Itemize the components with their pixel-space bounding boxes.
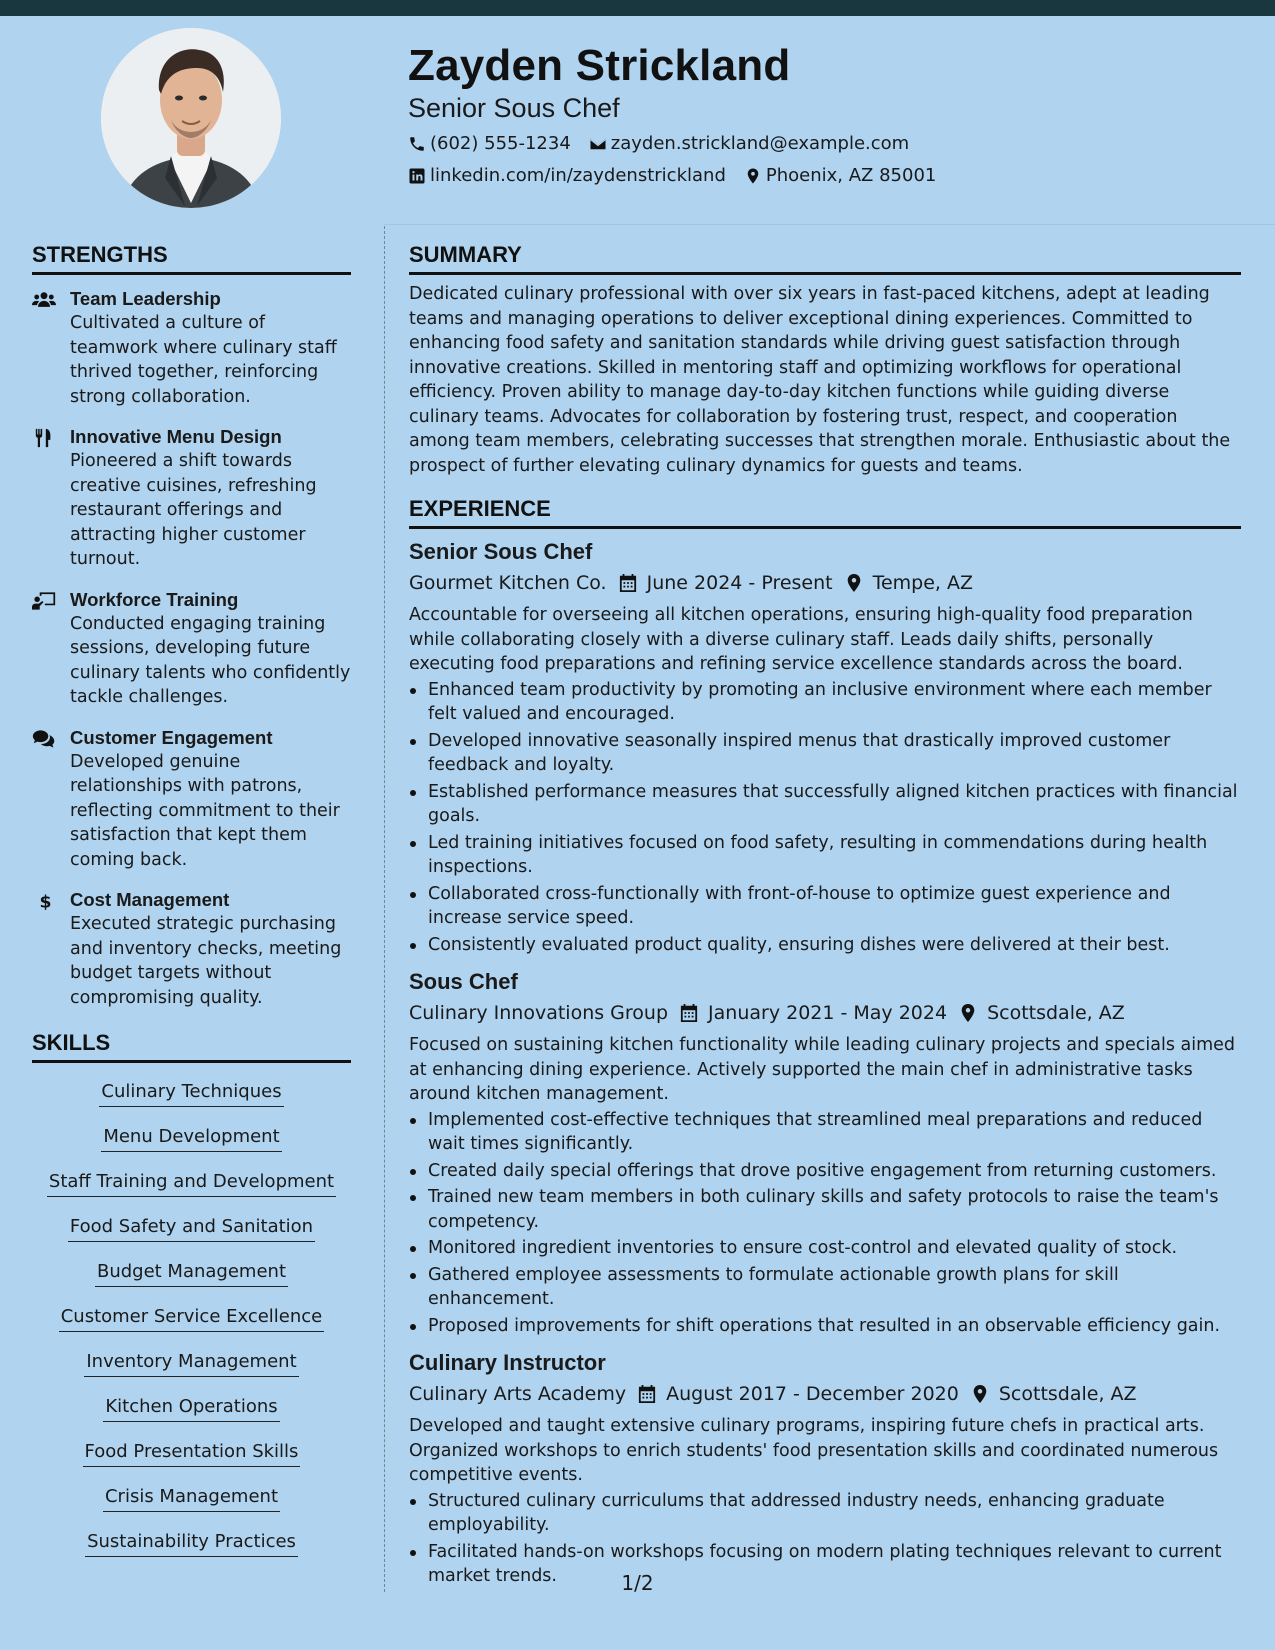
- job-entry: [409, 967, 1241, 1338]
- strength-name: Customer Engagement: [70, 726, 273, 748]
- skill-tag: Inventory Management: [84, 1350, 298, 1377]
- job-company: Culinary Arts Academy: [409, 1383, 627, 1405]
- map-marker-icon: [744, 167, 762, 185]
- column-divider: [384, 226, 385, 1592]
- job-bullets: [409, 678, 1241, 958]
- strength-name: Workforce Training: [70, 588, 239, 610]
- strengths-list: [32, 287, 351, 1010]
- strength-description: Developed genuine relationships with patrons, reflecting commitment to their satisfaction that kept them coming back.: [70, 751, 340, 870]
- summary-text: Dedicated culinary professional with over six years in fast-paced kitchens, adept at leading teams and managing operations to deliver exceptional dining experiences. Committed to enhancing food safety and sanitation standards while driving guest satisfaction through innovative creations. Skilled in mentoring staff and optimizing workflows for operational efficiency. Proven ability to manage day-to-day kitchen functions while guiding diverse culinary teams. Advocates for collaboration by fostering trust, respect, and cooperation among team members, celebrating successes that strengthen morale. Enthusiastic about the prospect of further elevating culinary dynamics for guests and teams.: [409, 284, 1231, 476]
- linkedin-icon: [408, 167, 426, 185]
- map-marker-icon: [971, 1384, 989, 1404]
- svg-text:$: $: [39, 892, 52, 911]
- job-description: Developed and taught extensive culinary programs, inspiring future chefs in practical arts. Organized workshops to enrich students' food presentation skills and coordinated numerous competitive events.: [409, 1416, 1219, 1485]
- list-item: Led training initiatives focused on food safety, resulting in commendations during health inspections.: [409, 831, 1241, 880]
- job-meta: [409, 569, 1241, 597]
- job-meta: [409, 1380, 1241, 1408]
- strength-item: [32, 888, 351, 1010]
- experience-heading: EXPERIENCE: [409, 492, 1241, 529]
- skill-tag: Kitchen Operations: [103, 1395, 279, 1422]
- job-meta: [409, 999, 1241, 1027]
- strength-item: [32, 588, 351, 710]
- job-dates: August 2017 - December 2020: [666, 1383, 959, 1405]
- dollar-icon: [32, 891, 56, 911]
- list-item: Enhanced team productivity by promoting an inclusive environment where each member felt valued and encouraged.: [409, 678, 1241, 727]
- comments-icon: [32, 729, 56, 749]
- job-title: Culinary Instructor: [409, 1350, 606, 1375]
- skill-tag: Customer Service Excellence: [59, 1305, 325, 1332]
- strength-description: Executed strategic purchasing and inventory checks, meeting budget targets without compromising quality.: [70, 914, 342, 1008]
- summary-heading: SUMMARY: [409, 238, 1241, 275]
- top-accent-bar: [0, 0, 1275, 16]
- list-item: Consistently evaluated product quality, ensuring dishes were delivered at their best.: [409, 933, 1241, 958]
- job-location: Scottsdale, AZ: [987, 1002, 1125, 1024]
- map-marker-icon: [845, 573, 863, 593]
- job-bullets: [409, 1489, 1241, 1589]
- candidate-name: Zayden Strickland: [408, 41, 791, 90]
- strength-item: [32, 425, 351, 572]
- strength-description: Cultivated a culture of teamwork where culinary staff thrived together, reinforcing strong collaboration.: [70, 313, 337, 407]
- strength-item: [32, 287, 351, 409]
- linkedin-contact[interactable]: [408, 164, 726, 188]
- skill-tag: Budget Management: [95, 1260, 288, 1287]
- profile-photo: [101, 28, 281, 208]
- location-text: Phoenix, AZ 85001: [765, 165, 937, 186]
- list-item: Monitored ingredient inventories to ensure cost-control and elevated quality of stock.: [409, 1236, 1241, 1261]
- list-item: Facilitated hands-on workshops focusing on modern plating techniques relevant to current market trends.: [409, 1540, 1241, 1589]
- job-location: Tempe, AZ: [872, 572, 974, 594]
- calendar-icon: [638, 1384, 656, 1404]
- strength-name: Cost Management: [70, 889, 230, 910]
- list-item: Established performance measures that successfully aligned kitchen practices with financial goals.: [409, 780, 1241, 829]
- skill-tag: Food Safety and Sanitation: [68, 1215, 315, 1242]
- phone-icon: [408, 135, 426, 153]
- skill-tag: Sustainability Practices: [85, 1530, 298, 1557]
- skill-tag: Menu Development: [101, 1125, 281, 1152]
- chalkboard-teacher-icon: [32, 591, 56, 611]
- users-icon: [32, 290, 56, 310]
- envelope-icon: [589, 135, 607, 153]
- candidate-title: Senior Sous Chef: [408, 93, 620, 123]
- job-location: Scottsdale, AZ: [998, 1383, 1137, 1405]
- strengths-heading: STRENGTHS: [32, 238, 351, 275]
- job-title: Sous Chef: [409, 969, 518, 994]
- job-entry: [409, 1348, 1241, 1589]
- map-marker-icon: [959, 1003, 977, 1023]
- job-company: Culinary Innovations Group: [409, 1002, 669, 1024]
- list-item: Implemented cost-effective techniques that streamlined meal preparations and reduced wait times significantly.: [409, 1108, 1241, 1157]
- utensils-icon: [32, 428, 56, 448]
- portrait-illustration: [101, 28, 281, 208]
- page-number: 1/2: [621, 1571, 654, 1595]
- header-divider: [384, 224, 1275, 225]
- strength-description: Conducted engaging training sessions, developing future culinary talents who confidently tackle challenges.: [70, 613, 351, 707]
- skills-heading: SKILLS: [32, 1026, 351, 1063]
- right-column: [409, 238, 1241, 1591]
- list-item: Structured culinary curriculums that addressed industry needs, enhancing graduate employability.: [409, 1489, 1241, 1538]
- job-entry: [409, 537, 1241, 957]
- skill-tag: Staff Training and Development: [47, 1170, 336, 1197]
- list-item: Collaborated cross-functionally with front-of-house to optimize guest experience and increase service speed.: [409, 882, 1241, 931]
- contact-row-1: [408, 132, 1208, 156]
- skill-tag: Food Presentation Skills: [83, 1440, 301, 1467]
- phone-text: (602) 555-1234: [430, 133, 571, 154]
- left-column: [32, 238, 351, 1568]
- job-dates: January 2021 - May 2024: [708, 1002, 948, 1024]
- list-item: Proposed improvements for shift operations that resulted in an observable efficiency gain.: [409, 1314, 1241, 1339]
- list-item: Trained new team members in both culinary skills and safety protocols to raise the team's competency.: [409, 1185, 1241, 1234]
- job-company: Gourmet Kitchen Co.: [409, 572, 607, 594]
- calendar-icon: [680, 1003, 698, 1023]
- list-item: Developed innovative seasonally inspired menus that drastically improved customer feedback and loyalty.: [409, 729, 1241, 778]
- skills-list: [32, 1073, 351, 1568]
- strength-name: Innovative Menu Design: [70, 426, 282, 447]
- list-item: Gathered employee assessments to formulate actionable growth plans for skill enhancement.: [409, 1263, 1241, 1312]
- job-description: Accountable for overseeing all kitchen operations, ensuring high-quality food preparation while collaborating closely with a diverse culinary staff. Leads daily shifts, personally executing food preparations and refining service excellence standards across the board.: [409, 605, 1193, 674]
- resume-header: [408, 40, 1208, 188]
- strength-name: Team Leadership: [70, 288, 221, 309]
- contact-row-2: [408, 164, 1208, 188]
- email-text: zayden.strickland@example.com: [610, 133, 910, 154]
- location-contact: [744, 164, 936, 188]
- strength-description: Pioneered a shift towards creative cuisines, refreshing restaurant offerings and attracting higher customer turnout.: [70, 451, 317, 569]
- linkedin-text: linkedin.com/in/zaydenstrickland: [430, 165, 726, 186]
- job-dates: June 2024 - Present: [646, 572, 833, 594]
- calendar-icon: [619, 573, 637, 593]
- job-description: Focused on sustaining kitchen functionality while leading culinary projects and specials aimed at enhancing dining experience. Actively supported the main chef in administrative tasks around kitchen management.: [409, 1035, 1236, 1104]
- email-contact[interactable]: [589, 132, 909, 156]
- phone-contact[interactable]: [408, 132, 571, 156]
- skill-tag: Culinary Techniques: [99, 1080, 283, 1107]
- skill-tag: Crisis Management: [103, 1485, 280, 1512]
- job-title: Senior Sous Chef: [409, 539, 593, 564]
- list-item: Created daily special offerings that drove positive engagement from returning customers.: [409, 1159, 1241, 1184]
- strength-item: [32, 726, 351, 873]
- job-bullets: [409, 1108, 1241, 1339]
